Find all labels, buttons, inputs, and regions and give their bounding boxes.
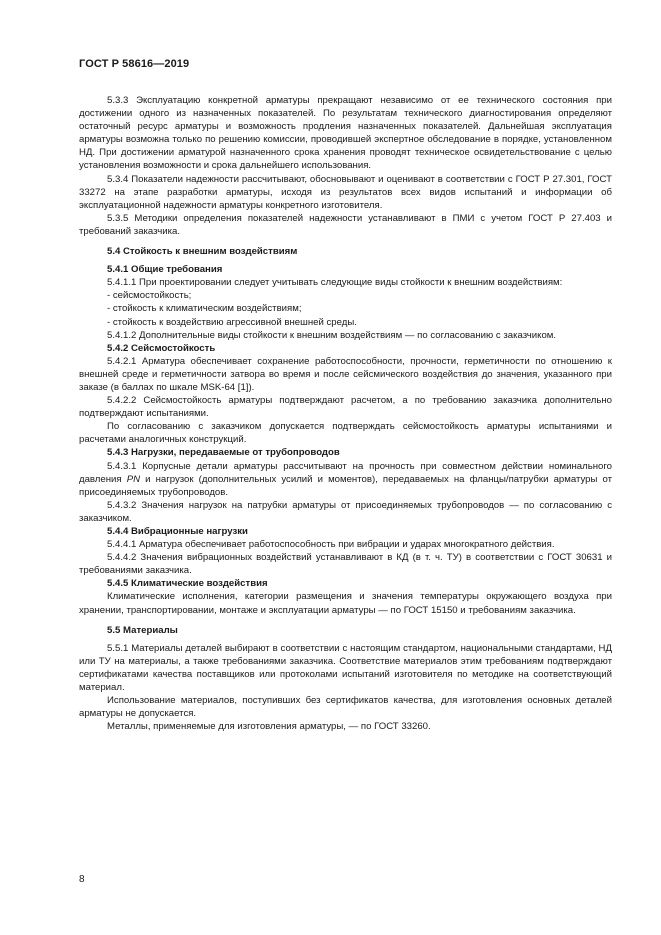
paragraph: [79, 460, 612, 499]
paragraph: 5.4.2.2 Сейсмостойкость арматуры подтверждают расчетом, а по требованию заказчика дополнительно подтверждают испытаниями.: [79, 395, 612, 420]
paragraph-text: и нагрузок (дополнительных усилий и моментов), передаваемых на фланцы/патрубки арматуры от присоединяемых трубопроводов.: [79, 473, 613, 498]
paragraph-text: 5.4.3.1 Корпусные детали арматуры рассчитывают на прочность при совместном действии номинального давления: [79, 460, 612, 485]
symbol-pn: PN: [126, 473, 141, 485]
paragraph: 5.4.4.2 Значения вибрационных воздействий устанавливают в КД (в т. ч. ТУ) в соответствии с ГОСТ 30631 и требованиями заказчика.: [79, 552, 612, 577]
paragraph: Климатические исполнения, категории размещения и значения температуры окружающего воздуха при хранении, транспортировании, монтаже и эксплуатации арматуры — по ГОСТ 15150 и требованиям заказчика.: [79, 591, 612, 616]
subsection-heading: 5.4.3 Нагрузки, передаваемые от трубопроводов: [107, 447, 340, 459]
subsection-heading: 5.4.4 Вибрационные нагрузки: [107, 526, 248, 537]
list-item: - сейсмостойкость;: [107, 290, 192, 302]
paragraph: 5.4.2.1 Арматура обеспечивает сохранение работоспособности, прочности, герметичности по отношению к внешней среде и герметичности затвора во время и после сейсмического воздействия до значения, указанного при заказе (в баллах по шкале MSK-64 [1]).: [79, 355, 612, 393]
paragraph: 5.4.3.2 Значения нагрузок на патрубки арматуры от присоединяемых трубопроводов — по согласованию с заказчиком.: [79, 499, 612, 524]
paragraph: 5.3.5 Методики определения показателей надежности устанавливают в ПМИ с учетом ГОСТ Р 27.403 и требований заказчика.: [79, 212, 612, 237]
subsection-heading: 5.4.1 Общие требования: [107, 264, 223, 276]
document-header: ГОСТ Р 58616—2019: [79, 58, 190, 70]
page-number: 8: [79, 874, 85, 885]
paragraph: Использование материалов, поступивших без сертификатов качества, для изготовления основных деталей арматуры не допускается.: [79, 695, 612, 720]
subsection-heading: 5.4.5 Климатические воздействия: [107, 578, 268, 590]
paragraph: 5.5.1 Материалы деталей выбирают в соответствии с настоящим стандартом, национальными стандартами, НД или ТУ на материалы, а также требованиями заказчика. Соответствие материалов этим требованиям подтверждают сертификатами качества поставщиков или протоколами испытаний изготовителя по методике на соответствующий материал.: [79, 642, 612, 694]
paragraph: Металлы, применяемые для изготовления арматуры, — по ГОСТ 33260.: [107, 721, 431, 733]
paragraph: 5.3.3 Эксплуатацию конкретной арматуры прекращают независимо от ее технического состояния при достижении одного из назначенных показателей. По результатам технического диагностирования определяют остаточный ресурс арматуры и возможность продления назначенных показателей. Дальнейшая эксплуатация арматуры возможна только по решению комиссии, проводившей экспертное обследование в порядке, установленном НД. При достижении арматурой назначенного срока хранения проводят техническое освидетельствование с целью установления возможности и срока дальнейшего использования.: [79, 95, 612, 172]
section-heading: 5.4 Стойкость к внешним воздействиям: [107, 246, 298, 258]
paragraph: 5.3.4 Показатели надежности рассчитывают, обосновывают и оценивают в соответствии с ГОСТ Р 27.301, ГОСТ 33272 на этапе разработки арматуры, исходя из результатов всех видов испытаний и информации об эксплуатационной надежности арматуры конкретного изготовителя.: [79, 173, 612, 211]
paragraph: 5.4.1.2 Дополнительные виды стойкости к внешним воздействиям — по согласованию с заказчиком.: [107, 329, 557, 341]
subsection-heading: 5.4.2 Сейсмостойкость: [107, 342, 216, 354]
document-body: [79, 94, 612, 733]
paragraph: По согласованию с заказчиком допускается подтверждать сейсмостойкость арматуры испытаниями и расчетами аналогичных конструкций.: [79, 421, 612, 446]
paragraph: 5.4.1.1 При проектировании следует учитывать следующие виды стойкости к внешним воздействиям:: [107, 277, 563, 289]
list-item: - стойкость к климатическим воздействиям;: [107, 303, 302, 315]
paragraph: 5.4.4.1 Арматура обеспечивает работоспособность при вибрации и ударах многократного действия.: [107, 539, 555, 551]
list-item: - стойкость к воздействию агрессивной внешней среды.: [107, 316, 357, 328]
section-heading: 5.5 Материалы: [107, 624, 178, 636]
